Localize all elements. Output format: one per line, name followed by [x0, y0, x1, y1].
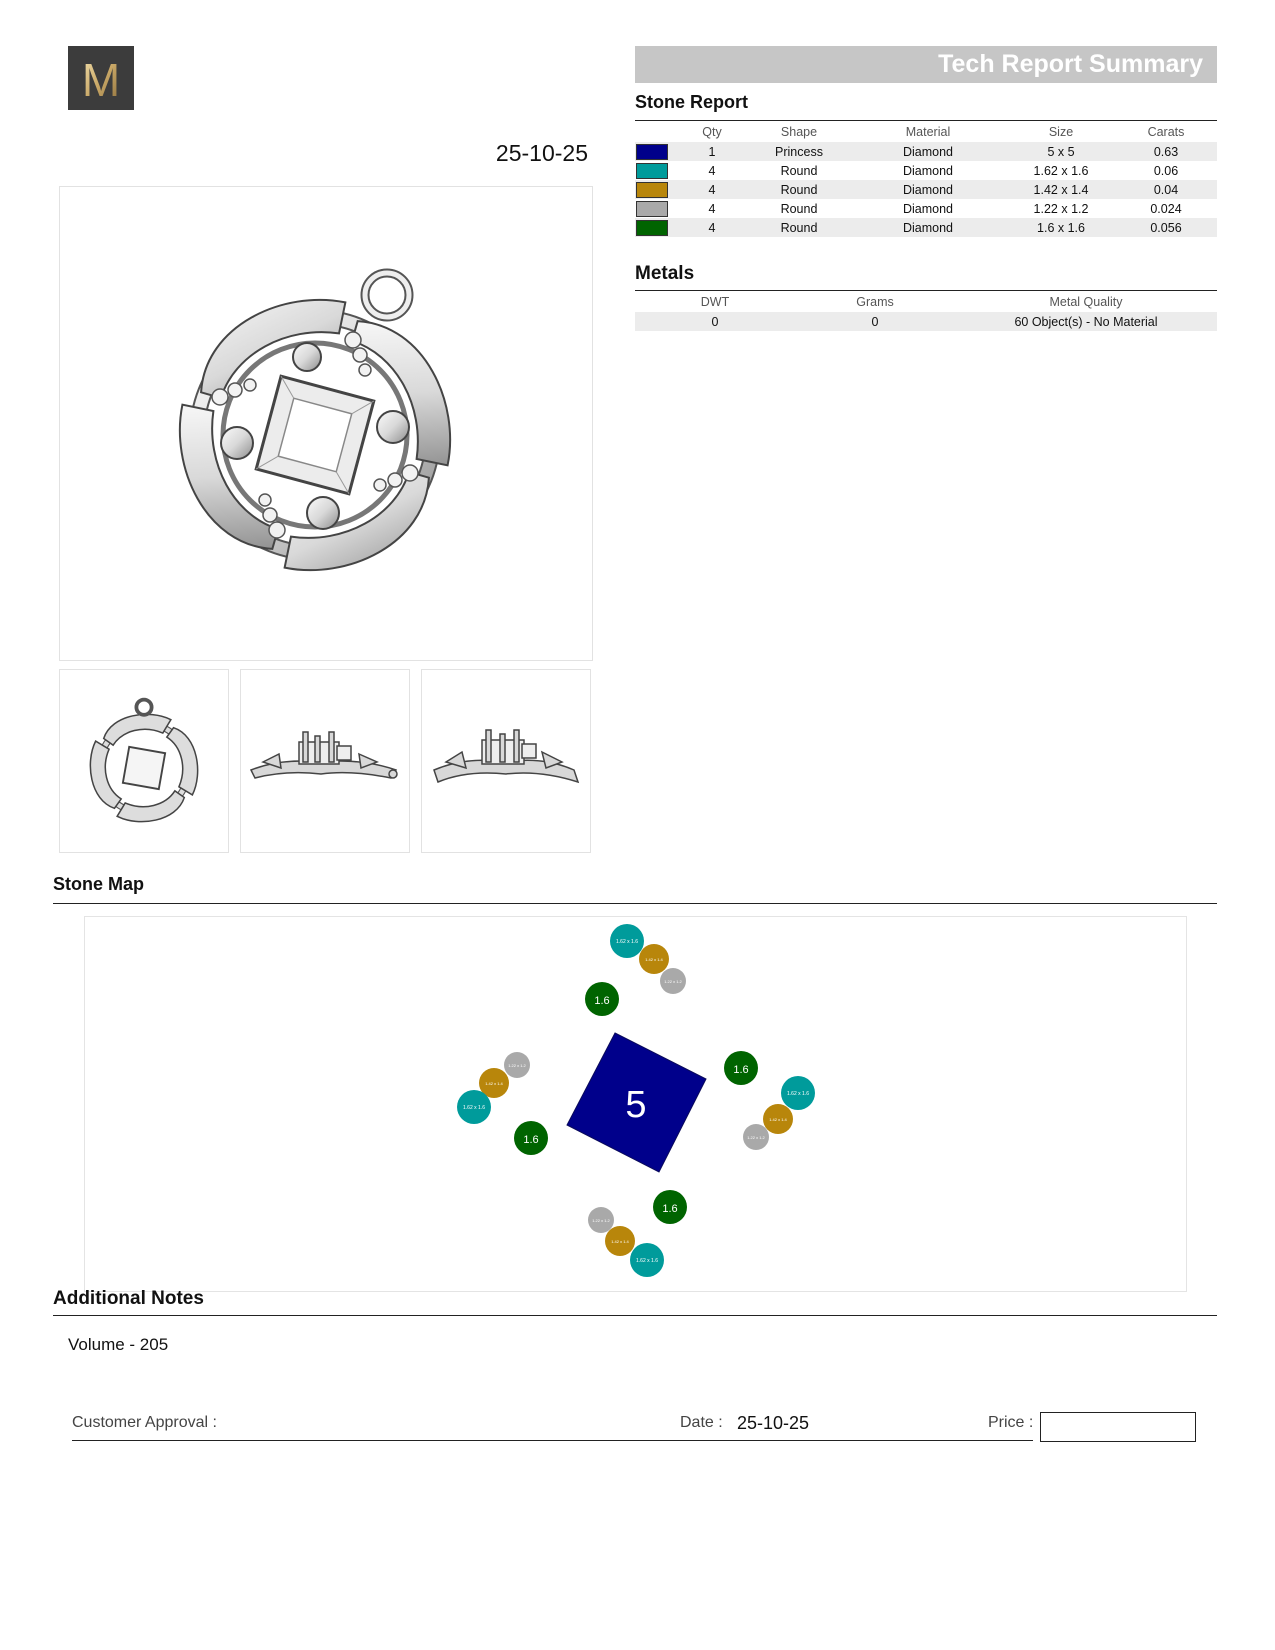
- stone-material: Diamond: [849, 180, 1007, 199]
- metals-rule: [635, 290, 1217, 291]
- metals-table: [635, 292, 1217, 331]
- additional-notes-title: Additional Notes: [53, 1288, 204, 1309]
- stone-shape: Round: [780, 201, 818, 216]
- stone-color-swatch: [636, 220, 668, 236]
- teal-stone: [630, 1243, 664, 1277]
- stone-row: [635, 218, 1217, 237]
- stone-material: Diamond: [849, 218, 1007, 237]
- green-stone: [514, 1121, 548, 1155]
- approval-date-value: 25-10-25: [737, 1413, 810, 1433]
- stone-report-title: Stone Report: [635, 92, 749, 112]
- header-bar: [635, 46, 1217, 83]
- stone-map-title: Stone Map: [53, 874, 145, 894]
- stone-material: Diamond: [849, 142, 1007, 161]
- thumbnail-side-view: [240, 669, 410, 853]
- metal-dwt: 0: [635, 312, 795, 331]
- shape-column-header: Shape: [780, 125, 818, 139]
- svg-text:1.42 x 1.4: 1.42 x 1.4: [485, 1081, 503, 1086]
- stone-qty: 4: [708, 163, 716, 178]
- stone-row: [635, 180, 1217, 199]
- stone-carats: 0.63: [1115, 142, 1217, 161]
- grams-column-header: Grams: [856, 295, 894, 309]
- metal-grams: 0: [795, 312, 955, 331]
- stone-shape: Round: [749, 180, 849, 199]
- metal-quality-column-header: Metal Quality: [1049, 295, 1123, 309]
- stone-report-rule: [635, 120, 1217, 121]
- stone-shape: Round: [780, 163, 818, 178]
- stone-qty: 4: [675, 180, 749, 199]
- stone-qty: 4: [675, 218, 749, 237]
- thumbnail-angle-view: [421, 669, 591, 853]
- stone-size: 1.42 x 1.4: [1007, 180, 1115, 199]
- svg-text:1.62 x 1.6: 1.62 x 1.6: [787, 1091, 809, 1097]
- teal-stone: [457, 1090, 491, 1124]
- additional-notes-rule: [53, 1315, 1217, 1316]
- gray-stone: [588, 1207, 614, 1233]
- svg-text:1.22 x 1.2: 1.22 x 1.2: [508, 1063, 526, 1068]
- svg-text:1.22 x 1.2: 1.22 x 1.2: [747, 1135, 765, 1140]
- material-column-header: Material: [905, 125, 951, 139]
- dwt-column-header: DWT: [700, 295, 730, 309]
- stone-size: 1.62 x 1.6: [1033, 163, 1089, 178]
- gold-stone: [605, 1226, 635, 1256]
- stone-carats: 0.06: [1153, 163, 1179, 178]
- thumbnail-front-view: [59, 669, 229, 853]
- stone-color-swatch: [636, 201, 668, 217]
- approval-signature-line: [72, 1440, 1033, 1441]
- green-stone: [653, 1190, 687, 1224]
- size-column-header: Size: [1048, 125, 1074, 139]
- metal-row: [635, 312, 1217, 331]
- stone-map-rule: [53, 903, 1217, 904]
- stone-carats: 0.04: [1115, 180, 1217, 199]
- qty-column-header: Qty: [702, 125, 722, 139]
- center-stone-label: 5: [625, 1084, 647, 1126]
- stone-material: Diamond: [902, 201, 954, 216]
- teal-stone: [781, 1076, 815, 1110]
- stone-size: 5 x 5: [1007, 142, 1115, 161]
- svg-text:1.6: 1.6: [662, 1203, 678, 1215]
- gray-stone: [743, 1124, 769, 1150]
- stone-row: [635, 161, 1217, 180]
- stone-color-swatch: [636, 144, 668, 160]
- stone-report-header-row: [635, 122, 1217, 142]
- gold-stone: [639, 944, 669, 974]
- metal-quality: 60 Object(s) - No Material: [955, 312, 1217, 331]
- swatch-column-header: [635, 122, 675, 142]
- stone-size: 1.22 x 1.2: [1033, 201, 1089, 216]
- svg-text:1.42 x 1.4: 1.42 x 1.4: [769, 1117, 787, 1122]
- metals-title: Metals: [635, 263, 695, 284]
- stone-shape: Round: [749, 218, 849, 237]
- report-title: Tech Report Summary: [938, 50, 1203, 78]
- logo-letter: M: [81, 54, 121, 106]
- price-label: Price :: [988, 1414, 1034, 1431]
- svg-text:1.6: 1.6: [594, 995, 610, 1007]
- stone-carats: 0.024: [1150, 201, 1182, 216]
- stone-row: [635, 199, 1217, 218]
- price-input-box[interactable]: [1040, 1412, 1196, 1442]
- svg-text:1.6: 1.6: [733, 1064, 749, 1076]
- additional-notes-text: Volume - 205: [68, 1335, 169, 1354]
- stone-size: 1.6 x 1.6: [1007, 218, 1115, 237]
- svg-text:1.22 x 1.2: 1.22 x 1.2: [664, 979, 682, 984]
- main-render-image: [59, 186, 593, 661]
- stone-row: [635, 142, 1217, 161]
- stone-material: Diamond: [902, 163, 954, 178]
- svg-text:1.42 x 1.4: 1.42 x 1.4: [611, 1239, 629, 1244]
- gray-stone: [660, 968, 686, 994]
- customer-approval-label: Customer Approval :: [72, 1414, 217, 1431]
- stone-qty: 4: [708, 201, 716, 216]
- svg-text:1.42 x 1.4: 1.42 x 1.4: [645, 957, 663, 962]
- svg-text:1.6: 1.6: [523, 1134, 539, 1146]
- carats-column-header: Carats: [1147, 125, 1185, 139]
- stone-color-swatch: [636, 163, 668, 179]
- gray-stone: [504, 1052, 530, 1078]
- svg-text:1.62 x 1.6: 1.62 x 1.6: [636, 1258, 658, 1264]
- svg-text:1.62 x 1.6: 1.62 x 1.6: [616, 939, 638, 945]
- svg-text:1.62 x 1.6: 1.62 x 1.6: [463, 1105, 485, 1111]
- company-logo: [68, 46, 134, 110]
- stone-map: [84, 916, 1187, 1292]
- green-stone: [724, 1051, 758, 1085]
- gold-stone: [763, 1104, 793, 1134]
- stone-carats: 0.056: [1115, 218, 1217, 237]
- stone-qty: 1: [675, 142, 749, 161]
- stone-report-table: [635, 122, 1217, 237]
- approval-date-label: Date :: [680, 1414, 723, 1431]
- teal-stone: [610, 924, 644, 958]
- stone-shape: Princess: [749, 142, 849, 161]
- green-stone: [585, 982, 619, 1016]
- report-date: 25-10-25: [495, 140, 588, 166]
- svg-text:1.22 x 1.2: 1.22 x 1.2: [592, 1218, 610, 1223]
- stone-color-swatch: [636, 182, 668, 198]
- metals-header-row: [635, 292, 1217, 312]
